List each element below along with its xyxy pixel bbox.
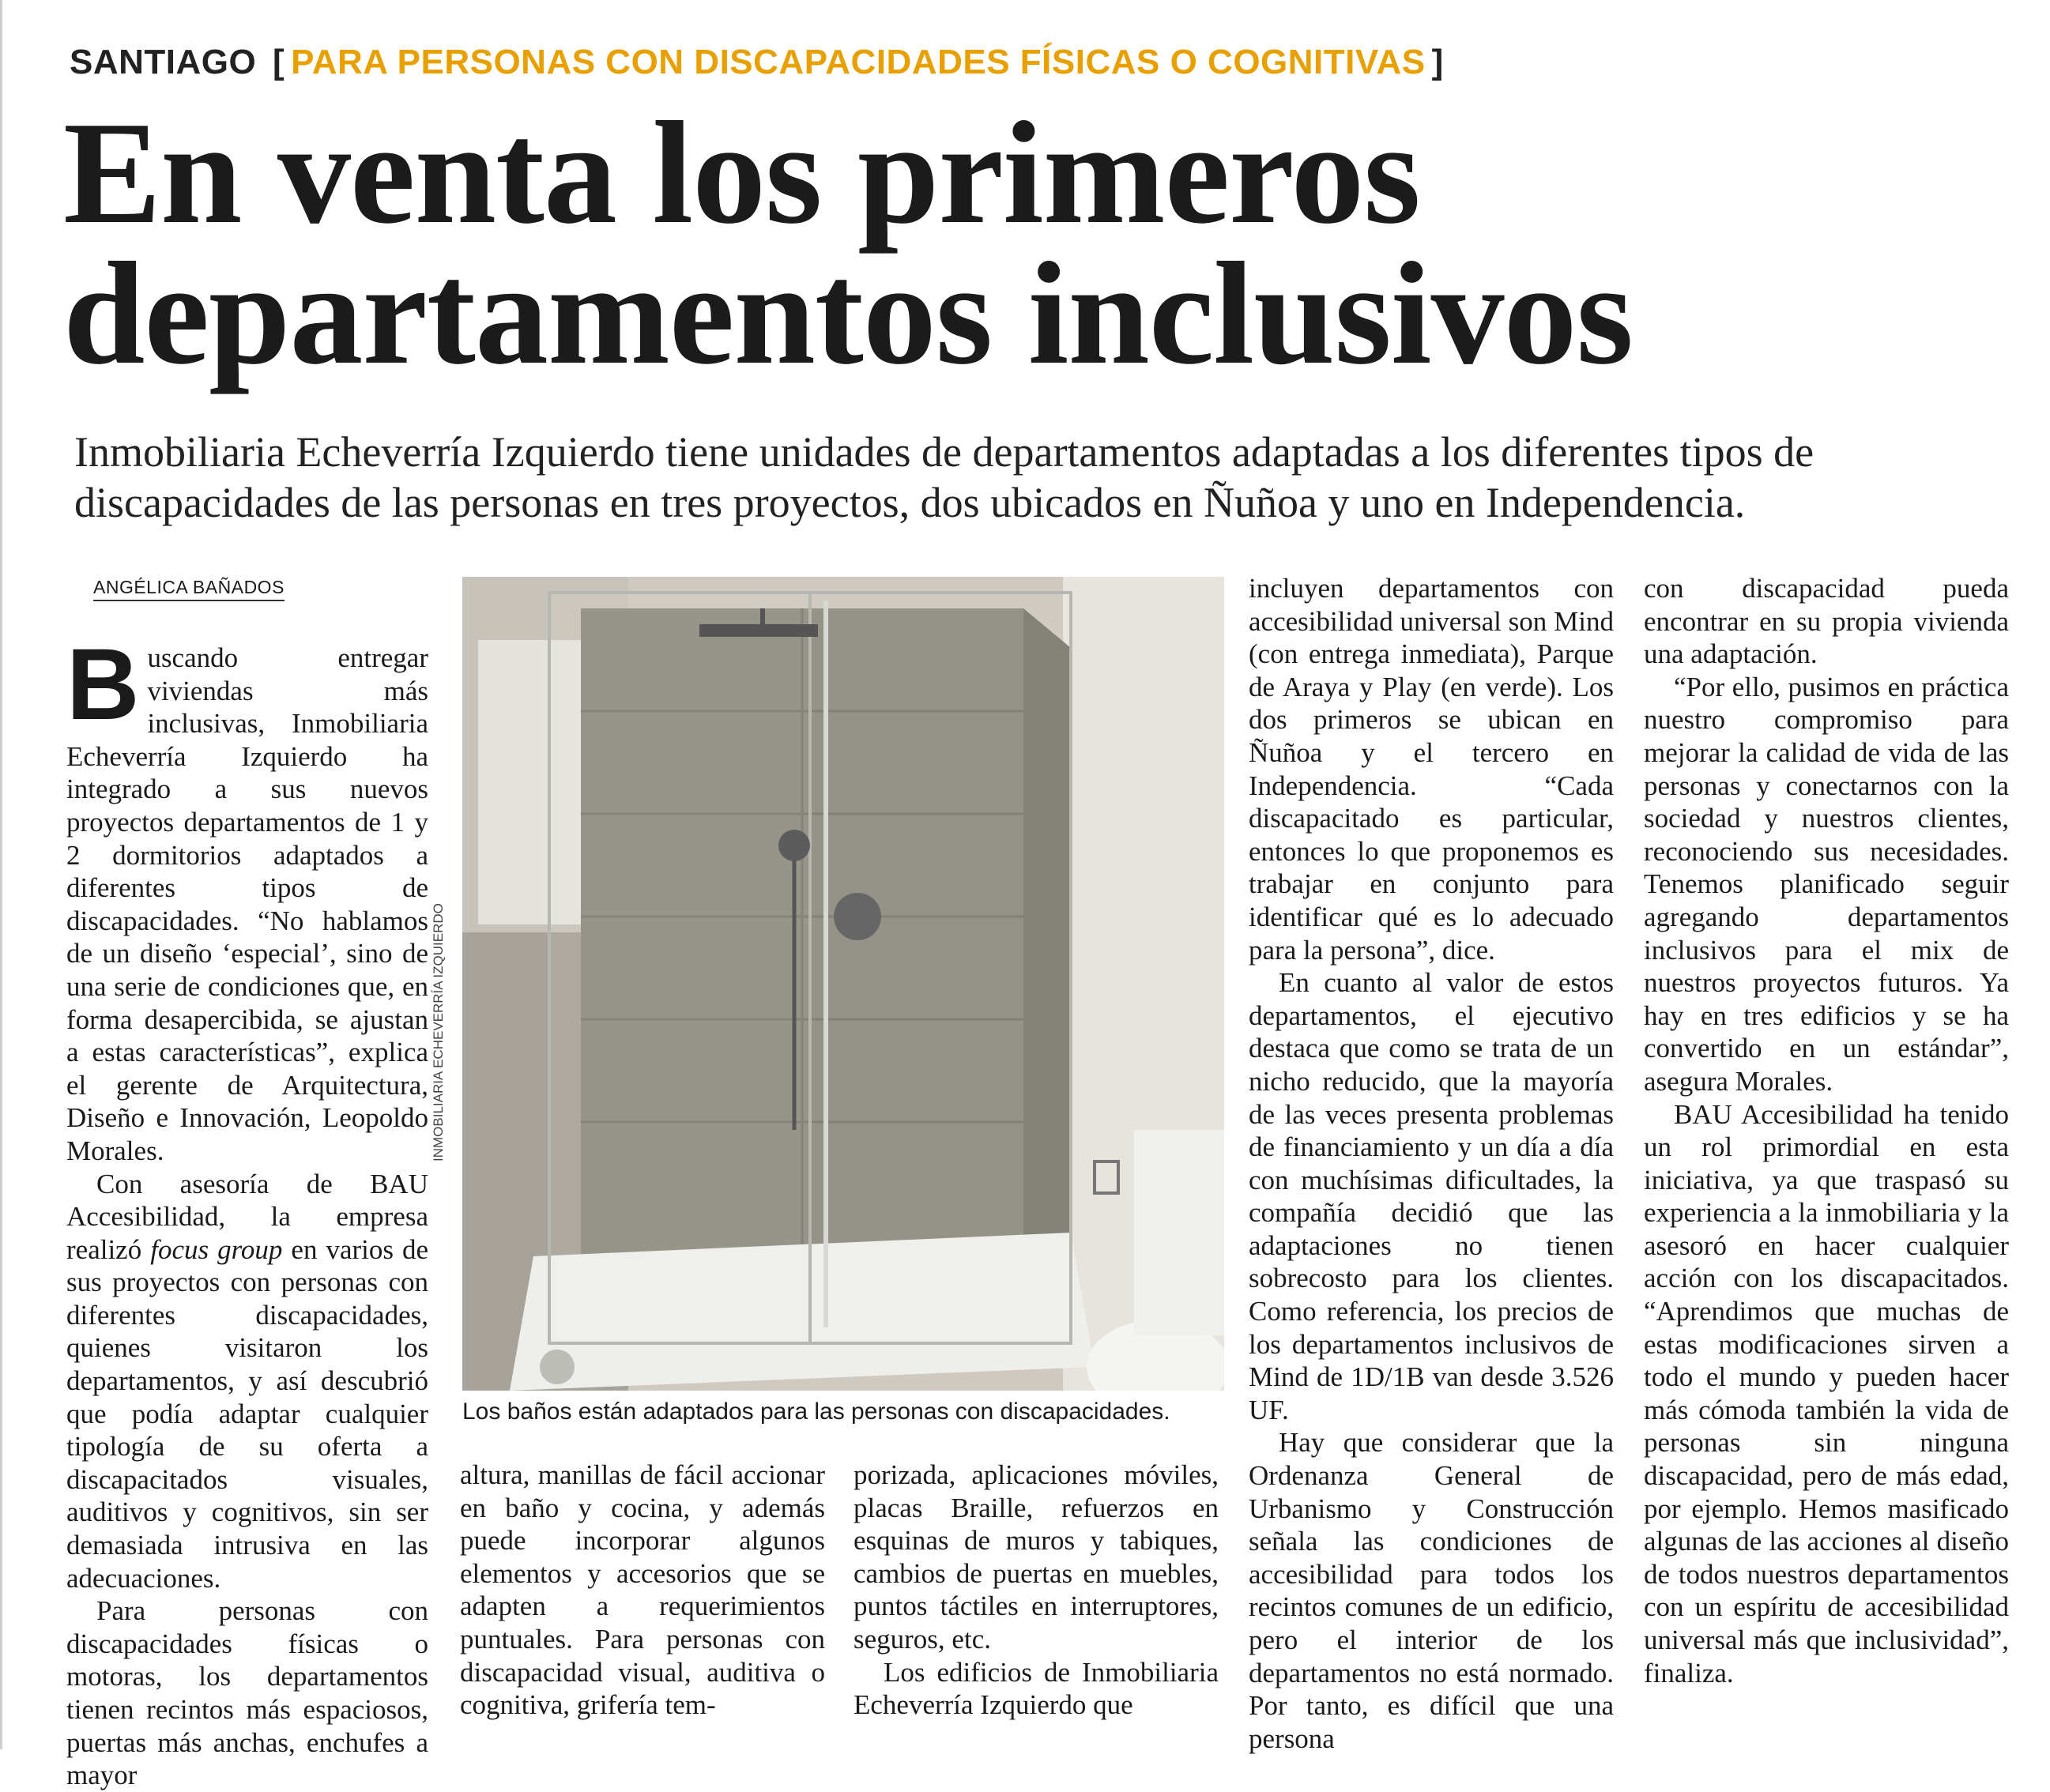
article-column-4 [1249,572,1614,1755]
article-column-3 [854,1459,1219,1722]
byline: ANGÉLICA BAÑADOS [93,577,285,601]
headline [63,92,1960,395]
page-edge [0,0,2,1749]
paragraph: incluyen departamentos con accesibilidad universal son Mind (con entrega inmediata), Parque de Araya y Play (en verde). Los dos primeros se ubican en Ñuñoa y el tercero en Independencia. “Cada discapacitado es particular, entonces lo que proponemos es trabajar en conjunto para identificar qué es lo adecuado para la persona”, dice. [1249,573,1614,966]
paragraph-text: uscando entregar viviendas más inclusivas, Inmobiliaria Echeverría Izquierdo ha integrado a sus nuevos proyectos departamentos de 1 y 2 dormitorios adaptados a diferentes tipos de discapacidades. “No hablamos de un diseño ‘especial’, sino de una serie de condiciones que, en forma desapercibida, se ajustan a estas características”, explica el gerente de Arquitectura, Diseño e Innovación, Leopoldo Morales. [66,642,428,1166]
article-column-5 [1644,572,2009,1689]
article-column-1 [66,628,429,1792]
section-city: SANTIAGO [70,43,257,81]
bracket-close: ] [1431,43,1444,81]
section-header [70,43,1450,82]
article-column-2 [460,1459,825,1722]
lede: Inmobiliaria Echeverría Izquierdo tiene unidades de departamentos adaptadas a los diferentes tipos de discapacidades de las personas en tres proyectos, dos ubicados en Ñuñoa y uno en Independencia. [74,428,1814,526]
paragraph: BAU Accesibilidad ha tenido un rol primordial en esta iniciativa, ya que traspasó su experiencia a la inmobiliaria y la asesoró en hacer cualquier acción con los discapacitados. “Aprendimos que muchas de estas modificaciones sirven a todo el mundo y pueden hacer más cómoda también la vida de personas sin ninguna discapacidad, pero de más edad, por ejemplo. Hemos masificado algunas de las acciones al diseño de todos nuestros departamentos con un espíritu de accesibilidad universal más que inclusividad”, finaliza. [1644,1098,2009,1688]
paragraph [66,628,428,1168]
bathroom-photo [462,577,1224,1391]
paragraph: Los edificios de Inmobiliaria Echeverría Izquierdo que [854,1656,1219,1721]
paragraph-text: Con asesoría de BAU Accesibilidad, la empresa realizó [66,1168,428,1265]
paragraph: Para personas con discapacidades físicas o motoras, los departamentos tienen recintos más espaciosos, puertas más anchas, enchufes a mayor [66,1595,428,1791]
paragraph-text: en varios de sus proyectos con personas con diferentes discapacidades, quienes visitaron los departamentos, y así descubrió que podía adaptar cualquier tipología de su oferta a discapacitados visuales, auditivos y cognitivos, sin ser demasiada intrusiva en las adecuaciones. [66,1233,429,1594]
paragraph: con discapacidad pueda encontrar en su propia vivienda una adaptación. [1644,573,2009,670]
paragraph: En cuanto al valor de estos departamentos, el ejecutivo destaca que como se trata de un nicho reducido, que la mayoría de las veces presenta problemas de financiamiento y un día a día con muchísimas dificultades, la compañía decidió que las adaptaciones no tienen sobrecosto para los clientes. Como referencia, los precios de los departamentos inclusivos de Mind de 1D/1B van desde 3.526 UF. [1249,967,1614,1425]
section-tag: PARA PERSONAS CON DISCAPACIDADES FÍSICAS O COGNITIVAS [291,43,1426,81]
drop-cap: B [66,628,140,741]
paragraph [66,1168,428,1595]
headline-line-1: En venta los primeros [63,92,1420,254]
paragraph: altura, manillas de fácil accionar en baño y cocina, y además puede incorporar algunos elementos y accesorios que se adapten a requerimientos puntuales. Para personas con discapacidad visual, auditiva o cognitiva, grifería tem- [460,1459,825,1721]
paragraph: Hay que considerar que la Ordenanza General de Urbanismo y Construcción señala las condiciones de accesibilidad para todos los recintos comunes de un edificio, pero el interior de los departamentos no está normado. Por tanto, es difícil que una persona [1249,1427,1614,1754]
bracket-open: [ [272,43,285,81]
photo-caption: Los baños están adaptados para las personas con discapacidades. [462,1399,1170,1425]
photo-credit: INMOBILIARIA ECHEVERRÍA IZQUIERDO [431,903,446,1161]
italic-term: focus group [150,1233,283,1265]
paragraph: porizada, aplicaciones móviles, placas Braille, refuerzos en esquinas de muros y tabiques, cambios de puertas en muebles, puntos táctiles en interruptores, seguros, etc. [854,1459,1219,1655]
paragraph: “Por ello, pusimos en práctica nuestro compromiso para mejorar la calidad de vida de las personas y conectarnos con la sociedad y nuestros clientes, reconociendo sus necesidades. Tenemos planificado seguir agregando departamentos inclusivos para el mix de nuestros proyectos futuros. Ya hay en tres edificios y se ha convertido en un estándar”, asegura Morales. [1644,671,2009,1097]
headline-line-2: departamentos inclusivos [63,232,1633,395]
bathroom-shower-image [462,577,1224,1391]
